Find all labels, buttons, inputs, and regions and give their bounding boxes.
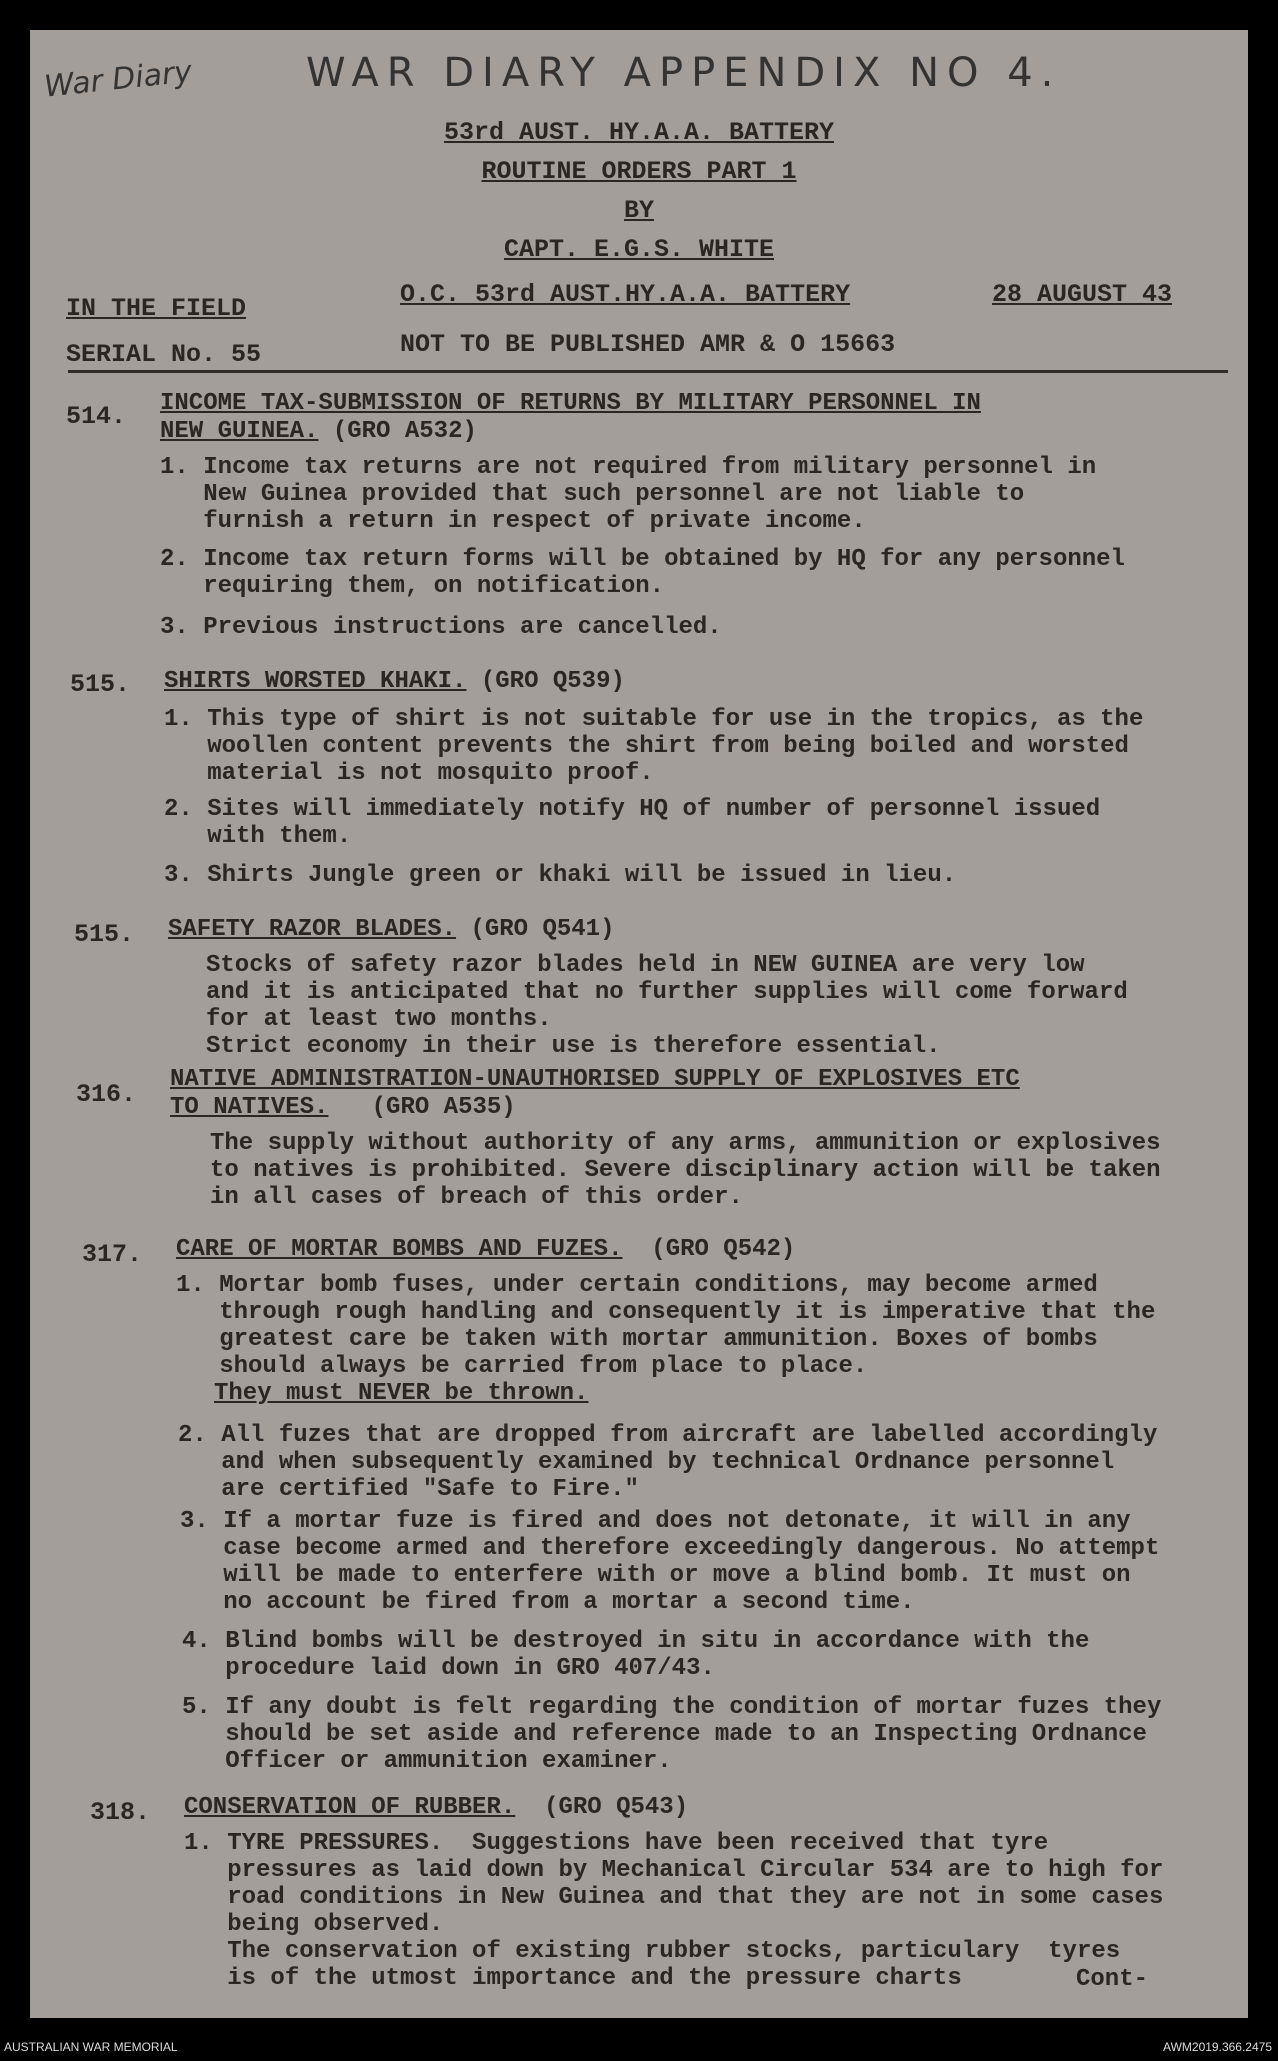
paragraph: Stocks of safety razor blades held in NEW GUINEA are very low and it is anticipated that no further supplies will come forward for at least two months. Strict economy in their use is therefore essential.	[206, 952, 1128, 1060]
paragraph: 1. This type of shirt is not suitable for use in the tropics, as the woollen content prevents the shirt from being boiled and worsted material is not mosquito proof.	[164, 706, 1144, 787]
order-ref: (GRO A532)	[332, 418, 477, 445]
order-number: 316.	[76, 1080, 137, 1109]
order-title: SHIRTS WORSTED KHAKI.	[164, 668, 467, 695]
footer-source: AUSTRALIAN WAR MEMORIAL	[4, 2040, 178, 2054]
order-number: 317.	[82, 1240, 143, 1269]
order-title: NATIVE ADMINISTRATION-UNAUTHORISED SUPPLY OF EXPLOSIVES ETC	[170, 1066, 1020, 1093]
order-number: 514.	[66, 402, 127, 431]
handwritten-note: War Diary	[42, 54, 194, 105]
order-ref: (GRO A535)	[371, 1094, 516, 1121]
order-number: 318.	[90, 1798, 151, 1827]
officer-heading: CAPT. E.G.S. WHITE	[503, 235, 775, 264]
paragraph: The supply without authority of any arms, ammunition or explosives to natives is prohibited. Severe disciplinary action will be taken in all cases of breach of this order.	[210, 1130, 1161, 1211]
order-ref: (GRO Q542)	[651, 1236, 796, 1263]
document-page	[30, 30, 1248, 2018]
location: IN THE FIELD	[66, 294, 247, 323]
publication-restriction: NOT TO BE PUBLISHED AMR & O 15663	[400, 330, 896, 359]
date: 28 AUGUST 43	[992, 280, 1173, 309]
order-number: 515.	[74, 920, 135, 949]
paragraph: 2. All fuzes that are dropped from aircraft are labelled accordingly and when subsequently examined by technical Ordnance personnel are certified "Safe to Fire."	[178, 1422, 1158, 1503]
oc-line: O.C. 53rd AUST.HY.A.A. BATTERY	[400, 280, 851, 309]
handwritten-title: WAR DIARY APPENDIX NO 4.	[306, 50, 1062, 96]
order-ref: (GRO Q543)	[544, 1794, 689, 1821]
paragraph: 2. Income tax return forms will be obtained by HQ for any personnel requiring them, on notification.	[160, 546, 1125, 600]
orders-heading: ROUTINE ORDERS PART 1	[481, 157, 797, 186]
order-title-cont: TO NATIVES.	[170, 1094, 329, 1121]
order-ref: (GRO Q541)	[470, 916, 615, 943]
order-title: INCOME TAX-SUBMISSION OF RETURNS BY MILITARY PERSONNEL IN	[160, 390, 981, 417]
paragraph: 1. Mortar bomb fuses, under certain conditions, may become armed through rough handling and consequently it is imperative that the greatest care be taken with mortar ammunition. Boxes of bombs should always be carried from place to place.	[176, 1272, 1156, 1380]
paragraph: 4. Blind bombs will be destroyed in situ in accordance with the procedure laid down in GRO 407/43.	[182, 1628, 1090, 1682]
paragraph: 3. Shirts Jungle green or khaki will be issued in lieu.	[164, 862, 957, 889]
footer-reference: AWM2019.366.2475	[1163, 2040, 1272, 2054]
serial-number: SERIAL No. 55	[66, 340, 262, 369]
paragraph: 1. TYRE PRESSURES. Suggestions have been received that tyre pressures as laid down by Mechanical Circular 534 are to high for road conditions in New Guinea and that they are not in some cases being observed. The conservation of existing rubber stocks, particulary tyres is of the utmost importance and the pressure charts	[184, 1830, 1164, 1992]
paragraph: 3. Previous instructions are cancelled.	[160, 614, 722, 641]
order-title: SAFETY RAZOR BLADES.	[168, 916, 457, 943]
order-title: CONSERVATION OF RUBBER.	[184, 1794, 516, 1821]
order-title-cont: NEW GUINEA.	[160, 418, 319, 445]
order-number: 515.	[70, 670, 131, 699]
by-heading: BY	[623, 196, 654, 225]
emphasis-line: They must NEVER be thrown.	[214, 1380, 589, 1407]
paragraph: 2. Sites will immediately notify HQ of number of personnel issued with them.	[164, 796, 1101, 850]
header-rule	[68, 370, 1228, 373]
continued-marker: Cont-	[1076, 1966, 1149, 1993]
paragraph: 5. If any doubt is felt regarding the condition of mortar fuzes they should be set aside and reference made to an Inspecting Ordnance Officer or ammunition examiner.	[182, 1694, 1162, 1775]
paragraph: 1. Income tax returns are not required from military personnel in New Guinea provided that such personnel are not liable to furnish a return in respect of private income.	[160, 454, 1097, 535]
unit-heading: 53rd AUST. HY.A.A. BATTERY	[443, 118, 835, 147]
order-ref: (GRO Q539)	[480, 668, 625, 695]
order-title: CARE OF MORTAR BOMBS AND FUZES.	[176, 1236, 623, 1263]
paragraph: 3. If a mortar fuze is fired and does not detonate, it will in any case become armed and therefore exceedingly dangerous. No attempt will be made to enterfere with or move a blind bomb. It must on no account be fired from a mortar a second time.	[180, 1508, 1160, 1616]
